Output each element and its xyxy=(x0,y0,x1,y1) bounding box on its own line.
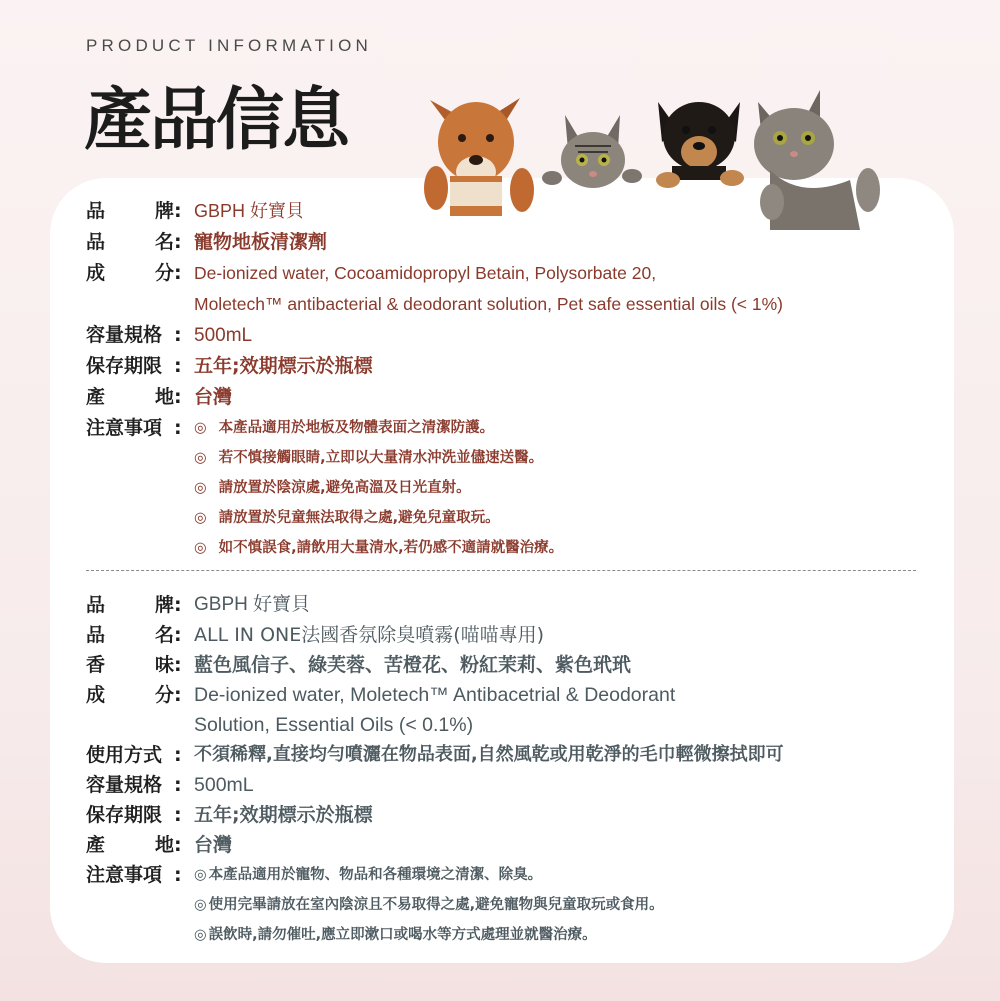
brand-label: 品 牌 xyxy=(86,200,174,222)
shelf-life-value: 五年;效期標示於瓶標 xyxy=(194,355,373,377)
colon: : xyxy=(174,594,182,616)
name-value: 寵物地板清潔劑 xyxy=(194,231,328,253)
name-row xyxy=(86,620,784,650)
origin-value: 台灣 xyxy=(194,386,233,408)
ingredients-line1: De-ionized water, Cocoamidopropyl Betain, Polysorbate 20, xyxy=(194,263,657,283)
list-item: ◎ 請放置於兒童無法取得之處,避免兒童取玩。 xyxy=(194,503,563,533)
notes-row xyxy=(86,413,783,563)
name-label: 品 名 xyxy=(86,231,174,253)
usage-label: 使用方式 xyxy=(86,744,163,766)
page-title: 產品信息 xyxy=(84,81,349,160)
list-item: ◎ 誤飲時,請勿催吐,應立即漱口或喝水等方式處理並就醫治療。 xyxy=(194,920,664,950)
bullet-icon: ◎ xyxy=(194,927,207,943)
scent-value: 藍色風信子、綠芙蓉、苦橙花、粉紅茉莉、紫色玳玳 xyxy=(194,654,632,676)
ingredients-row xyxy=(86,258,783,320)
list-item: ◎ 使用完畢請放在室內陰涼且不易取得之處,避免寵物與兒童取玩或食用。 xyxy=(194,890,664,920)
bullet-icon: ◎ xyxy=(194,540,207,556)
colon: : xyxy=(174,324,182,346)
shelf-life-label: 保存期限 xyxy=(86,804,163,826)
product2-section xyxy=(86,590,784,950)
notes-label: 注意事項 xyxy=(86,417,163,439)
origin-label: 產 地 xyxy=(86,386,174,408)
name-label: 品 名 xyxy=(86,624,174,646)
colon: : xyxy=(174,684,182,706)
list-item: ◎ 本產品適用於地板及物體表面之清潔防護。 xyxy=(194,413,563,443)
volume-label: 容量規格 xyxy=(86,324,163,346)
scent-label: 香 味 xyxy=(86,654,174,676)
section-divider xyxy=(86,570,916,571)
brand-label: 品 牌 xyxy=(86,594,174,616)
brand-value: GBPH 好寶貝 xyxy=(194,594,311,615)
shelf-life-value: 五年;效期標示於瓶標 xyxy=(194,804,373,826)
origin-label: 產 地 xyxy=(86,834,174,856)
bullet-icon: ◎ xyxy=(194,420,207,436)
colon: : xyxy=(174,864,182,886)
puppy-peeking-icon xyxy=(656,102,744,188)
list-item: ◎ 如不慎誤食,請飲用大量清水,若仍感不適請就醫治療。 xyxy=(194,533,563,563)
list-item: ◎ 若不慎接觸眼睛,立即以大量清水沖洗並儘速送醫。 xyxy=(194,443,563,473)
notes-list xyxy=(194,413,563,563)
colon: : xyxy=(174,774,182,796)
volume-value: 500mL xyxy=(194,325,253,346)
volume-label: 容量規格 xyxy=(86,774,163,796)
ingredients-line2: Moletech™ antibacterial & deodorant solution, Pet safe essential oils (< 1%) xyxy=(194,294,784,314)
colon: : xyxy=(174,654,182,676)
name-row xyxy=(86,227,783,258)
page-subtitle: PRODUCT INFORMATION xyxy=(86,36,372,55)
brand-row xyxy=(86,590,784,620)
bullet-icon: ◎ xyxy=(194,450,207,466)
origin-row xyxy=(86,830,784,860)
bullet-icon: ◎ xyxy=(194,510,207,526)
tabby-cat-peeking-icon xyxy=(542,115,642,188)
bullet-icon: ◎ xyxy=(194,897,207,913)
ingredients-label: 成 分 xyxy=(86,684,174,706)
brand-value: GBPH 好寶貝 xyxy=(194,201,305,221)
origin-row xyxy=(86,382,783,413)
colon: : xyxy=(174,744,182,766)
colon: : xyxy=(174,262,182,284)
product1-section xyxy=(86,196,783,563)
colon: : xyxy=(174,355,182,377)
colon: : xyxy=(174,200,182,222)
volume-value: 500mL xyxy=(194,774,254,796)
notes-list xyxy=(194,860,664,950)
volume-row xyxy=(86,320,783,351)
shelf-life-row xyxy=(86,800,784,830)
list-item: ◎ 本產品適用於寵物、物品和各種環境之清潔、除臭。 xyxy=(194,860,664,890)
colon: : xyxy=(174,417,182,439)
bullet-icon: ◎ xyxy=(194,480,207,496)
brand-row xyxy=(86,196,783,227)
bullet-icon: ◎ xyxy=(194,867,207,883)
colon: : xyxy=(174,386,182,408)
list-item: ◎ 請放置於陰涼處,避免高溫及日光直射。 xyxy=(194,473,563,503)
ingredients-row xyxy=(86,680,784,740)
volume-row xyxy=(86,770,784,800)
ingredients-line1: De-ionized water, Moletech™ Antibacetrial & Deodorant xyxy=(194,684,676,706)
usage-row xyxy=(86,740,784,770)
ingredients-line2: Solution, Essential Oils (< 0.1%) xyxy=(194,714,474,736)
name-value: ALL IN ONE法國香氛除臭噴霧(喵喵專用) xyxy=(194,624,545,646)
colon: : xyxy=(174,804,182,826)
usage-value: 不須稀釋,直接均勻噴灑在物品表面,自然風乾或用乾淨的毛巾輕微擦拭即可 xyxy=(194,744,784,765)
notes-label: 注意事項 xyxy=(86,864,163,886)
ingredients-label: 成 分 xyxy=(86,262,174,284)
colon: : xyxy=(174,834,182,856)
shelf-life-label: 保存期限 xyxy=(86,355,163,377)
notes-row xyxy=(86,860,784,950)
origin-value: 台灣 xyxy=(194,834,233,856)
colon: : xyxy=(174,231,182,253)
colon: : xyxy=(174,624,182,646)
scent-row xyxy=(86,650,784,680)
shelf-life-row xyxy=(86,351,783,382)
